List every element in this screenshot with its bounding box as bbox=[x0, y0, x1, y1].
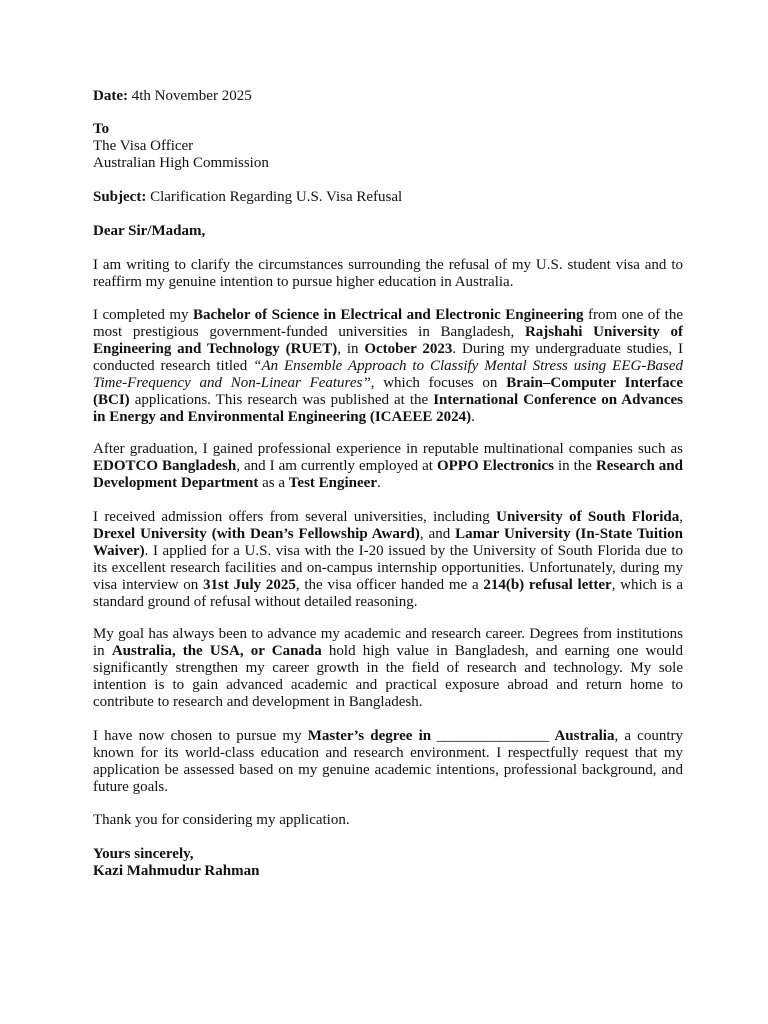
bold-text-run: October 2023 bbox=[364, 341, 453, 357]
recipient-line-2: Australian High Commission bbox=[93, 155, 269, 171]
paragraph-experience bbox=[93, 441, 683, 492]
bold-text-run: Rajshahi University of Engineering and Technology (RUET) bbox=[93, 324, 683, 357]
subject-label: Subject: bbox=[93, 189, 147, 205]
bold-text-run: Australia, the USA, or Canada bbox=[111, 643, 322, 659]
closing-block bbox=[93, 846, 683, 880]
paragraph-education bbox=[93, 307, 683, 426]
text-run: , bbox=[679, 509, 683, 525]
text-run: hold high value in Bangladesh, and earning one would significantly strengthen my career growth in the field of research and technology. My sole intention is to gain advanced academic and practical exposure abroad and return home to contribute to research and development in Bangladesh. bbox=[93, 643, 684, 710]
signature-name: Kazi Mahmudur Rahman bbox=[93, 863, 260, 879]
text-run: I have now chosen to pursue my bbox=[93, 728, 308, 744]
recipient-to: To bbox=[93, 121, 110, 137]
bold-text-run: Lamar University (In-State Tuition Waiver) bbox=[93, 526, 684, 559]
text-run: Thank you for considering my application. bbox=[93, 812, 350, 828]
text-run: I am writing to clarify the circumstances surrounding the refusal of my U.S. student visa and to reaffirm my genuine intention to pursue higher education in Australia. bbox=[93, 257, 683, 290]
bold-text-run: Bachelor of Science in Electrical and Electronic Engineering bbox=[193, 307, 584, 323]
text-run: , which focuses on bbox=[370, 375, 507, 391]
subject-value: Clarification Regarding U.S. Visa Refusal bbox=[146, 189, 403, 205]
bold-text-run: OPPO Electronics bbox=[436, 458, 554, 474]
bold-text-run: Brain–Computer Interface (BCI) bbox=[93, 375, 683, 408]
recipient-block bbox=[93, 121, 683, 172]
text-run: I received admission offers from several universities, including bbox=[93, 509, 497, 525]
closing-line: Yours sincerely, bbox=[93, 846, 194, 862]
bold-text-run: Australia bbox=[554, 728, 615, 744]
text-run: , in bbox=[337, 341, 365, 357]
bold-text-run: EDOTCO Bangladesh bbox=[93, 458, 237, 474]
text-run: I completed my bbox=[93, 307, 193, 323]
date-label: Date: bbox=[93, 88, 128, 104]
text-run: , which is a standard ground of refusal without detailed reasoning. bbox=[93, 577, 683, 610]
date-line bbox=[93, 88, 683, 105]
text-run: as a bbox=[258, 475, 289, 491]
text-run: applications. This research was published at the bbox=[129, 392, 434, 408]
text-run: . I applied for a U.S. visa with the I-20 issued by the University of South Florida due to its excellent research facilities and on-campus internship opportunities. Unfortunately, during my visa interview on bbox=[93, 543, 683, 593]
text-run: . During my undergraduate studies, I conducted research titled bbox=[93, 341, 683, 374]
subject-line bbox=[93, 189, 683, 206]
date-value: 4th November 2025 bbox=[127, 88, 252, 104]
bold-text-run: Drexel University (with Dean’s Fellowship Award) bbox=[93, 526, 420, 542]
bold-text-run: 31st July 2025 bbox=[203, 577, 296, 593]
text-run: from one of the most prestigious government-funded universities in Bangladesh, bbox=[93, 307, 684, 340]
italic-text-run: “An Ensemble Approach to Classify Mental Stress using EEG-Based Time-Frequency and Non-Linear Features” bbox=[93, 358, 683, 391]
text-run: , a country known for its world-class education and research environment. I respectfully request that my application be assessed based on my genuine academic intentions, professional background, and future goals. bbox=[93, 728, 683, 795]
text-run: After graduation, I gained professional experience in reputable multinational companies such as bbox=[93, 441, 683, 457]
bold-text-run: Test Engineer bbox=[288, 475, 377, 491]
paragraph-thanks bbox=[93, 812, 683, 829]
text-run: My goal has always been to advance my academic and research career. Degrees from institutions in bbox=[93, 626, 683, 659]
recipient-line-1: The Visa Officer bbox=[93, 138, 194, 154]
text-run: , the visa officer handed me a bbox=[295, 577, 484, 593]
paragraph-intro bbox=[93, 257, 683, 291]
text-run: , and bbox=[419, 526, 456, 542]
bold-text-run: International Conference on Advances in Energy and Environmental Engineering (ICAEEE 2024) bbox=[93, 392, 683, 425]
text-run: , and I am currently employed at bbox=[236, 458, 437, 474]
paragraph-goals bbox=[93, 626, 683, 711]
salutation: Dear Sir/Madam, bbox=[93, 223, 206, 239]
text-run: . bbox=[376, 475, 381, 491]
bold-text-run: 214(b) refusal letter bbox=[483, 577, 612, 593]
bold-text-run: Research and Development Department bbox=[93, 458, 683, 491]
paragraph-admissions bbox=[93, 509, 683, 611]
bold-text-run: University of South Florida bbox=[496, 509, 680, 525]
blank-fill-line: ________________ bbox=[431, 728, 555, 744]
paragraph-intention bbox=[93, 728, 683, 796]
text-run: in the bbox=[553, 458, 596, 474]
bold-text-run: Master’s degree in bbox=[307, 728, 432, 744]
text-run: . bbox=[471, 409, 475, 425]
